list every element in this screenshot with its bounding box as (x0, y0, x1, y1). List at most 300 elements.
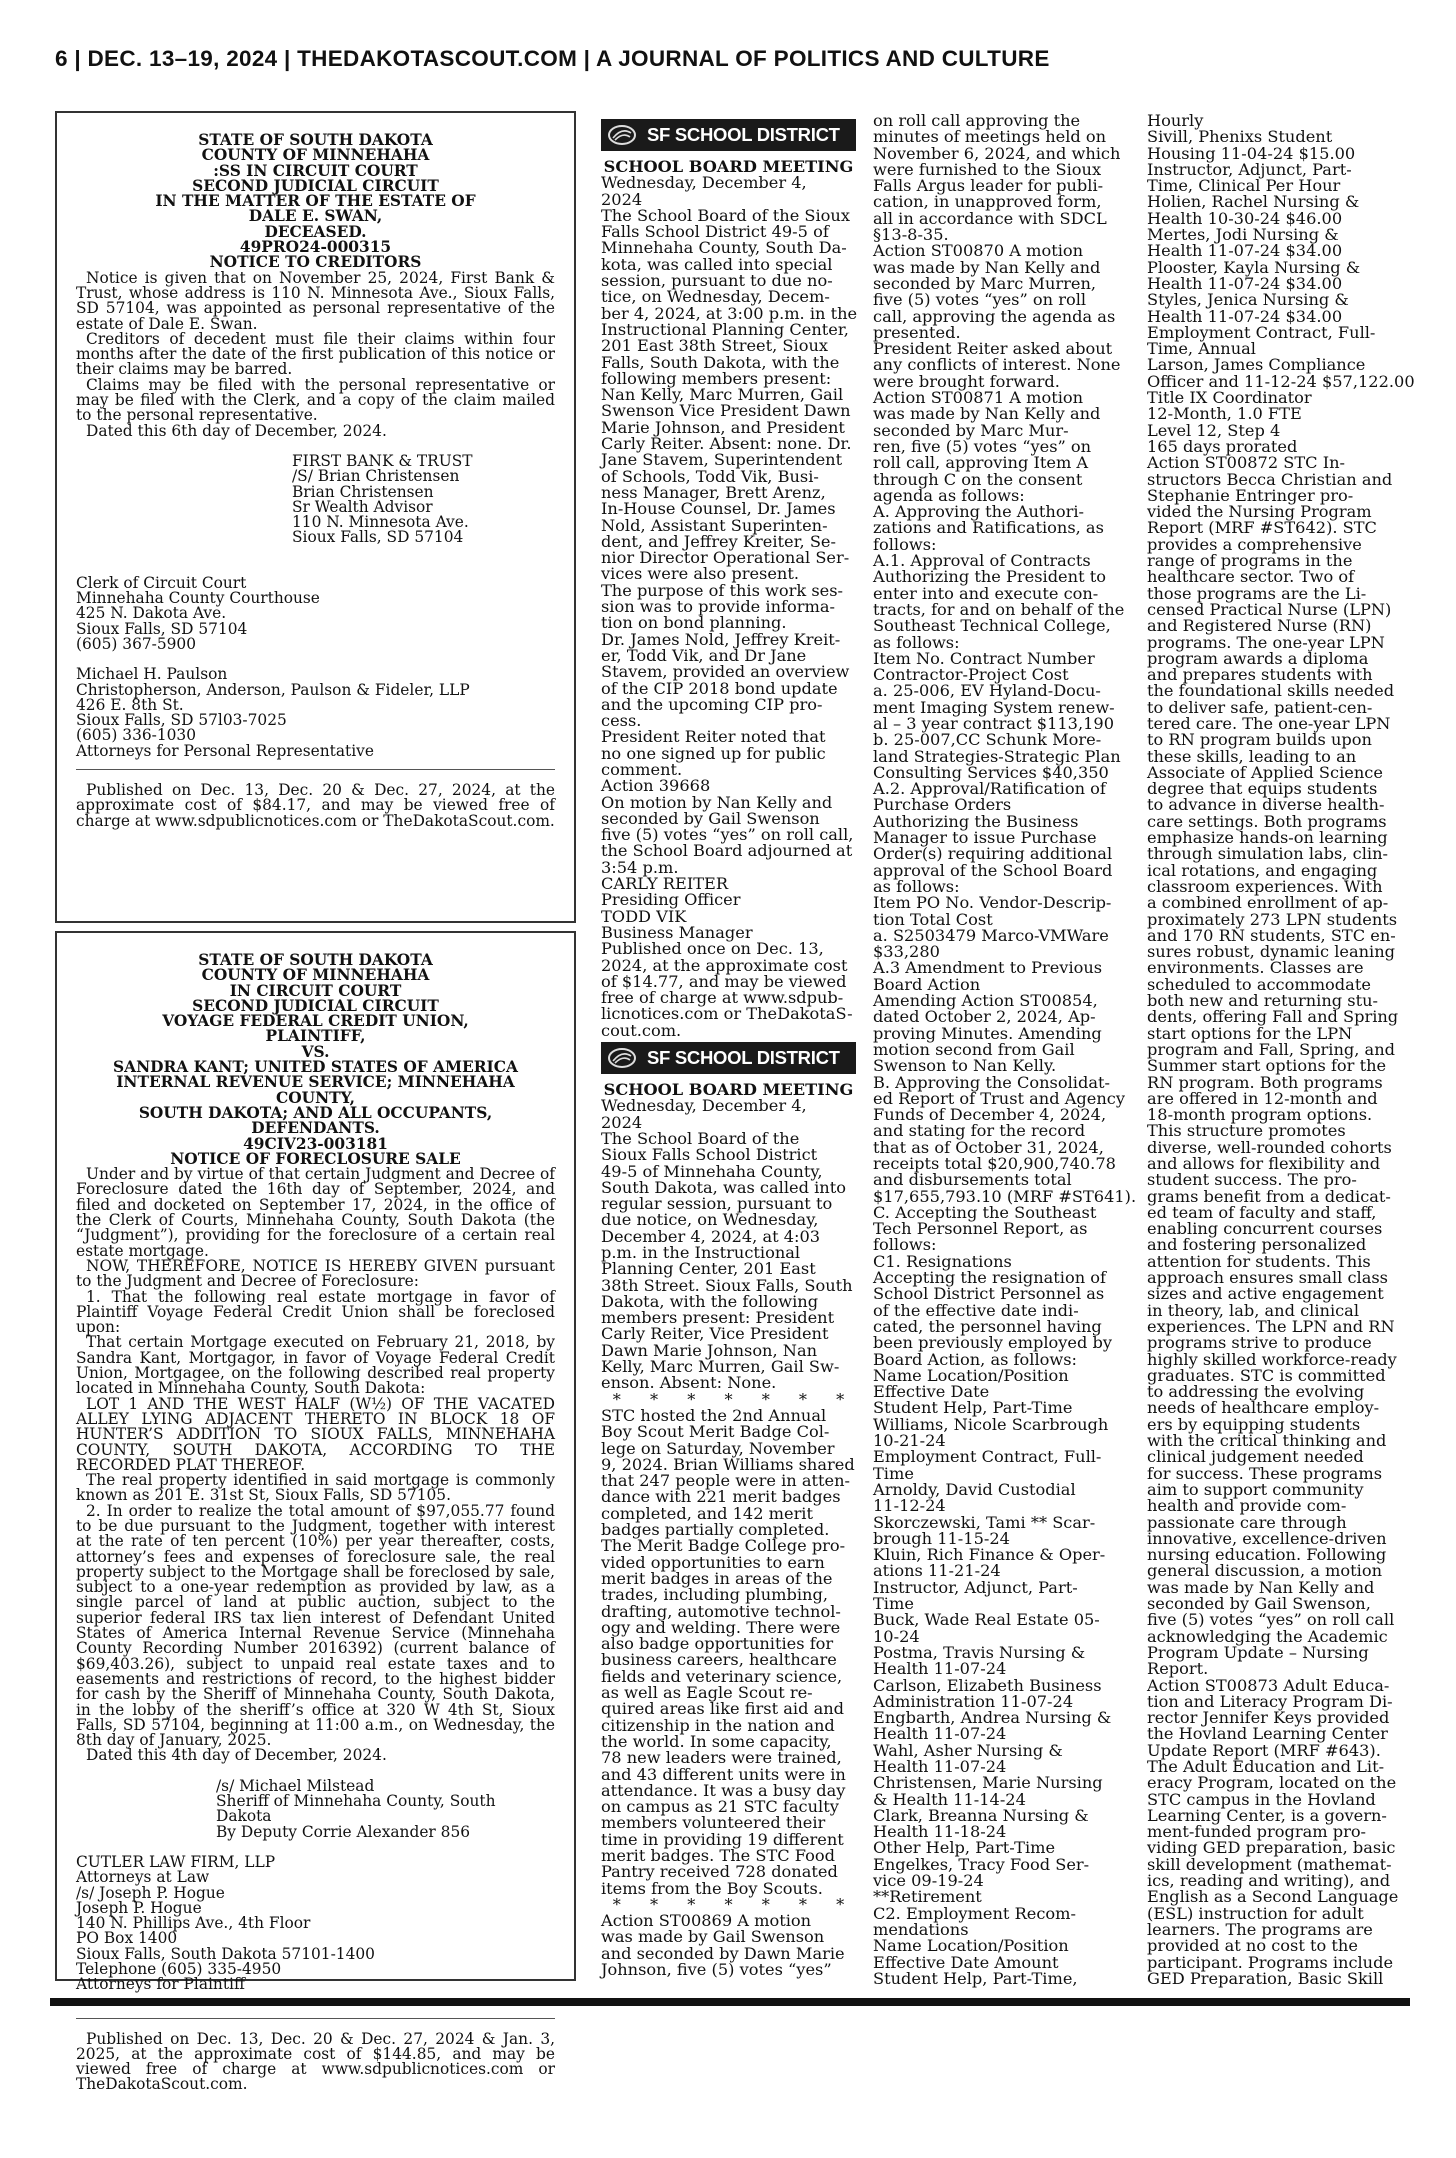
notice-paragraph: LOT 1 AND THE WEST HALF (W½) OF THE VACATED ALLEY LYING ADJACENT THERETO IN BLOCK 18 OF HUNTER’S ADDITION TO SIOUX FALLS, MINNEHAHA COUNTY, SOUTH DAKOTA, ACCORDING TO THE RECORDED PLAT THEREOF. (76, 1394, 555, 1474)
text-line: Administration 11-07-24 (873, 1691, 1074, 1711)
text-line: and 170 RN students, STC en- (1147, 925, 1396, 945)
text-line: al – 3 year contract $113,190 (873, 713, 1115, 733)
text-line: tion and Literacy Program Di- (1147, 1691, 1393, 1711)
law-firm-line: 140 N. Phillips Ave., 4th Floor (76, 1914, 311, 1933)
text-line: Minnehaha County, South Da- (601, 238, 847, 258)
bottom-rule (50, 1998, 1410, 2006)
caption-line: SANDRA KANT; UNITED STATES OF AMERICA (113, 1058, 518, 1077)
text-line: §13-8-35. (873, 225, 949, 245)
text-line: badges partially completed. (601, 1520, 830, 1540)
text-line: healthcare sector. Two of (1147, 567, 1355, 587)
text-line: attention for students. This (1147, 1251, 1371, 1271)
text-line: Christensen, Marie Nursing (873, 1773, 1103, 1793)
text-line: Jane Stavem, Superintendent (601, 450, 843, 470)
text-line: presented. (873, 322, 961, 342)
text-line: tracts, for and on behalf of the (873, 599, 1125, 619)
text-line: STC hosted the 2nd Annual (601, 1405, 827, 1425)
attorney-line: (605) 336-1030 (76, 726, 197, 745)
text-line: ed team of faculty and staff, (1147, 1202, 1377, 1222)
text-line: Stavem, provided an overview (601, 662, 850, 682)
text-line: South Dakota, was called into (601, 1177, 846, 1197)
text-line: also badge opportunities for (601, 1634, 834, 1654)
text-line: eracy Program, located on the (1147, 1773, 1397, 1793)
text-line: seconded by Gail Swenson, (1147, 1594, 1371, 1614)
text-line: Other Help, Part-Time (873, 1838, 1056, 1858)
text-line: range of programs in the (1147, 551, 1353, 571)
text-line: Item No. Contract Number (873, 648, 1095, 668)
text-line: Sioux Falls School District (601, 1145, 818, 1165)
law-firm-line: Telephone (605) 335-4950 (76, 1960, 282, 1978)
text-line: seconded by Marc Murren, (873, 273, 1097, 293)
text-line: learners. The programs are (1147, 1919, 1373, 1939)
meeting-title: SCHOOL BOARD MEETING (603, 1080, 854, 1100)
text-line: follows: (873, 1235, 937, 1255)
text-line: Contractor-Project Cost (873, 665, 1069, 685)
text-line: diverse, well-rounded cohorts (1147, 1137, 1392, 1157)
text-line: tice, on Wednesday, Decem- (601, 287, 830, 307)
notice-to-creditors (76, 133, 555, 829)
text-line: and stating for the record (873, 1121, 1086, 1141)
text-line: proving Minutes. Amending (873, 1023, 1102, 1043)
text-line: ber 4, 2024, at 3:00 p.m. in the (601, 303, 858, 323)
text-line: Health 10-30-24 $46.00 (1147, 208, 1343, 228)
text-line: following members present: (601, 368, 832, 388)
text-line: 201 East 38th Street, Sioux (601, 336, 828, 356)
text-line: Kelly, Marc Murren, Gail Sw- (601, 1357, 840, 1377)
signature-line: /S/ Brian Christensen (292, 467, 460, 486)
text-line: Update Report (MRF #643). (1147, 1740, 1381, 1760)
text-line: sion was to provide informa- (601, 597, 835, 617)
column-3 (873, 111, 1137, 1993)
text-line: motion second from Gail (873, 1039, 1075, 1059)
text-line: This structure promotes (1147, 1121, 1346, 1141)
text-line: tion on bond planning. (601, 613, 787, 633)
text-line: due notice, on Wednesday, (601, 1210, 819, 1230)
text-line: sures robust, dynamic leaning (1147, 942, 1395, 962)
caption-line: INTERNAL REVENUE SERVICE; MINNEHAHA COUNTY, (116, 1073, 515, 1107)
text-line: drafting, automotive technol- (601, 1601, 841, 1621)
signature-line: Sr Wealth Advisor (292, 497, 433, 516)
text-line: The School Board of the (601, 1128, 800, 1148)
text-line: highly skilled workforce-ready (1147, 1349, 1397, 1369)
text-line: Employment Contract, Full- (1147, 322, 1376, 342)
text-line: and disbursements total (873, 1170, 1072, 1190)
text-line: In-House Counsel, Dr. James (601, 499, 836, 519)
text-line: Health 11-07-24 (873, 1659, 1007, 1679)
text-line: 38th Street. Sioux Falls, South (601, 1275, 853, 1295)
text-line: sizes and active engagement (1147, 1284, 1384, 1304)
text-line: receipts total $20,900,740.78 (873, 1154, 1116, 1173)
text-line: merit badges. The STC Food (601, 1845, 835, 1865)
text-line: innovative, excellence-driven (1147, 1528, 1387, 1548)
text-line: attendance. It was a busy day (601, 1780, 846, 1800)
text-line: trades, including plumbing, (601, 1585, 828, 1605)
caption-line: 49PRO24-000315 (239, 238, 392, 257)
text-line: Purchase Orders (873, 795, 1012, 815)
banner-label: SF SCHOOL DISTRICT (647, 124, 840, 145)
text-line: seconded by Gail Swenson (601, 808, 820, 828)
text-line: Student Help, Part-Time, (873, 1968, 1078, 1988)
law-firm-line: Sioux Falls, South Dakota 57101-1400 (76, 1944, 375, 1963)
banner-label: SF SCHOOL DISTRICT (647, 1047, 840, 1069)
text-line: President Reiter noted that (601, 727, 826, 747)
text-line: been previously employed by (873, 1333, 1112, 1353)
text-line: Published once on Dec. 13, (601, 939, 824, 959)
text-line: to addressing the evolving (1147, 1382, 1365, 1402)
text-line: grams benefit from a dedicat- (1147, 1186, 1391, 1206)
text-line: Johnson, five (5) votes “yes” (601, 1960, 832, 1980)
text-line: minutes of meetings held on (873, 127, 1107, 147)
text-line: Wednesday, December 4, (601, 1096, 807, 1116)
text-line: time in providing 19 different (601, 1829, 844, 1849)
text-line: **Retirement (873, 1887, 982, 1907)
text-line: Instructional Planning Center, (601, 319, 849, 339)
law-firm-line: Attorneys for Plaintiff (76, 1975, 245, 1994)
text-line: to deliver safe, patient-cen- (1147, 697, 1373, 717)
text-line: participant. Programs include (1147, 1952, 1394, 1972)
section-separator: * * * * * * * (612, 1894, 845, 1914)
text-line: President Reiter asked about (873, 339, 1113, 359)
sheriff-line: Sheriff of Minnehaha County, South Dakota (216, 1792, 496, 1826)
text-line: Swenson to Nan Kelly. (873, 1056, 1057, 1076)
text-line: enson. Absent: None. (601, 1373, 777, 1393)
text-line: land Strategies-Strategic Plan (873, 746, 1121, 766)
text-line: Level 12, Step 4 (1147, 420, 1281, 440)
text-line: and 43 different units were in (601, 1764, 846, 1784)
text-line: Item PO No. Vendor-Descrip- (873, 893, 1112, 913)
text-line: five (5) votes “yes” on roll call, (601, 825, 854, 845)
text-line: enabling concurrent courses (1147, 1219, 1383, 1239)
text-line: five (5) votes “yes” on roll call (1147, 1610, 1395, 1630)
caption-line: :SS IN CIRCUIT COURT (213, 161, 418, 180)
text-line: of $14.77, and may be viewed (601, 971, 847, 991)
caption-line: VS. (301, 1042, 330, 1061)
text-line: Buck, Wade Real Estate 05- (873, 1610, 1100, 1630)
text-line: tered care. The one-year LPN (1147, 713, 1391, 733)
text-line: Action ST00871 A motion (873, 388, 1084, 408)
text-line: Engelkes, Tracy Food Ser- (873, 1854, 1090, 1874)
text-line: Carlson, Elizabeth Business (873, 1675, 1102, 1695)
text-line: fields and veterinary science, (601, 1666, 843, 1686)
law-firm-line: /s/ Joseph P. Hogue (76, 1883, 225, 1902)
sf-school-district-banner (601, 119, 856, 151)
text-line: brough 11-15-24 (873, 1528, 1010, 1548)
text-line: Sivill, Phenixs Student (1147, 127, 1333, 147)
text-line: enter into and execute con- (873, 583, 1099, 603)
text-line: Time (873, 1594, 914, 1614)
text-line: through simulation labs, clin- (1147, 844, 1388, 864)
text-line: 3:54 p.m. (601, 857, 679, 877)
text-line: business careers, healthcare (601, 1650, 837, 1670)
text-line: Authorizing the Business (873, 811, 1079, 831)
text-line: Falls School District 49-5 of (601, 222, 829, 242)
text-line: items from the Boy Scouts. (601, 1878, 823, 1898)
text-line: and prepares students with (1147, 665, 1373, 685)
text-line: citizenship in the nation and (601, 1715, 835, 1735)
clerk-line: 425 N. Dakota Ave. (76, 604, 227, 623)
text-line: these skills, leading to an (1147, 746, 1357, 766)
text-line: nior Director Operational Ser- (601, 548, 850, 568)
text-line: provided at no cost to the (1147, 1936, 1358, 1956)
text-line: Skorczewski, Tami ** Scar- (873, 1512, 1096, 1532)
text-line: vided opportunities to earn (601, 1552, 825, 1572)
text-line: needs of healthcare employ- (1147, 1398, 1380, 1418)
text-line: November 6, 2024, and which (873, 143, 1121, 163)
text-line: Clark, Breanna Nursing & (873, 1805, 1089, 1825)
text-line: vices were also present. (601, 564, 799, 584)
text-line: 165 days prorated (1147, 436, 1298, 456)
text-line: through C on the consent (873, 469, 1083, 489)
attorney-line: Sioux Falls, SD 57l03-7025 (76, 711, 287, 730)
text-line: Styles, Jenica Nursing & (1147, 290, 1349, 310)
text-line: on roll call approving the (873, 111, 1081, 130)
text-line: Engbarth, Andrea Nursing & (873, 1708, 1112, 1728)
text-line: er, Todd Vik, and Dr Jane (601, 645, 807, 665)
text-line: skill development (mathemat- (1147, 1854, 1392, 1874)
caption-line: VOYAGE FEDERAL CREDIT UNION, (162, 1012, 469, 1031)
text-line: Health 11-07-24 $34.00 (1147, 241, 1343, 261)
text-line: The purpose of this work ses- (601, 580, 844, 600)
text-line: 18-month program options. (1147, 1105, 1373, 1125)
text-line: with the critical thinking and (1147, 1431, 1387, 1451)
text-line: graduates. STC is committed (1147, 1365, 1386, 1385)
sheriff-line: By Deputy Corrie Alexander 856 (216, 1822, 471, 1841)
text-line: Instructor, Adjunct, Part- (873, 1577, 1078, 1597)
text-line: 12-Month, 1.0 FTE (1147, 404, 1302, 424)
publication-note: Published on Dec. 13, Dec. 20 & Dec. 27, 2024 & Jan. 3, 2025, at the approximate cost of $144.85, and may be viewed free of charge at www.sdpublicnotices.com or TheDakotaScout.com. (76, 2018, 555, 2093)
text-line: experiences. The LPN and RN (1147, 1316, 1395, 1336)
sf-school-district-banner (601, 1042, 856, 1074)
text-line: as follows: (873, 632, 960, 652)
text-line: Nold, Assistant Superinten- (601, 515, 828, 535)
text-line: dents, offering Fall and Spring (1147, 1007, 1399, 1027)
text-line: Swenson Vice President Dawn (601, 401, 851, 421)
text-line: A.3 Amendment to Previous (873, 958, 1103, 978)
notice-to-creditors-box (55, 111, 576, 923)
text-line: free of charge at www.sdpub- (601, 988, 844, 1008)
text-line: any conflicts of interest. None (873, 355, 1121, 375)
text-line: A.2. Approval/Ratification of (873, 779, 1106, 799)
text-line: were brought forward. (873, 371, 1060, 391)
page-header: 6 | DEC. 13–19, 2024 | THEDAKOTASCOUT.COM | A JOURNAL OF POLITICS AND CULTURE (55, 46, 1050, 71)
text-line: Action ST00873 Adult Educa- (1147, 1675, 1390, 1695)
caption-line: SECOND JUDICIAL CIRCUIT (192, 996, 439, 1015)
text-line: the world. In some capacity, (601, 1731, 832, 1751)
text-line: Williams, Nicole Scarbrough (873, 1414, 1109, 1434)
text-line: both new and returning stu- (1147, 991, 1379, 1011)
text-line: and seconded by Dawn Marie (601, 1943, 845, 1963)
attorney-line: Christopherson, Anderson, Paulson & Fideler, LLP (76, 680, 470, 699)
law-firm-line: PO Box 1400 (76, 1929, 178, 1948)
text-line: A. Approving the Authori- (873, 502, 1084, 522)
text-line: Postma, Travis Nursing & (873, 1642, 1086, 1662)
text-line: The Merit Badge College pro- (601, 1536, 846, 1556)
text-line: 2024, at the approximate cost (601, 955, 848, 975)
text-line: vided the Nursing Program (1147, 502, 1372, 522)
text-line: Pantry received 728 donated (601, 1862, 838, 1882)
text-line: Title IX Coordinator (1147, 388, 1312, 408)
text-line: approach ensures small class (1147, 1268, 1388, 1288)
text-line: Presiding Officer (601, 890, 741, 910)
text-line: English as a Second Language (1147, 1887, 1399, 1907)
text-line: School District Personnel as (873, 1284, 1105, 1304)
text-line: was made by Gail Swenson (601, 1927, 825, 1947)
text-line: Name Location/Position (873, 1936, 1069, 1956)
text-line: health and provide com- (1147, 1496, 1347, 1516)
text-line: 11-12-24 (873, 1496, 946, 1516)
text-line: the School Board adjourned at (601, 841, 853, 861)
text-line: RN program. Both programs (1147, 1072, 1383, 1092)
signature-line: FIRST BANK & TRUST (292, 451, 473, 470)
text-line: programs strive to produce (1147, 1333, 1372, 1353)
text-line: Board Action (873, 974, 981, 994)
notice-of-foreclosure (76, 953, 555, 2093)
caption-line: COUNTY OF MINNEHAHA (201, 966, 430, 985)
text-line: Carly Reiter. Absent: none. Dr. (601, 434, 852, 454)
notice-paragraph: The real property identified in said mortgage is commonly known as 201 E. 31st St, Sioux Falls, SD 57105. (76, 1471, 555, 1505)
text-line: Action 39668 (601, 776, 711, 796)
text-line: provides a comprehensive (1147, 534, 1362, 554)
text-line: 78 new leaders were trained, (601, 1748, 842, 1768)
text-line: Accepting the resignation of (873, 1268, 1107, 1288)
text-line: STC campus in the Hovland (1147, 1789, 1376, 1809)
text-line: Health 11-07-24 (873, 1724, 1007, 1744)
text-line: of the CIP 2018 bond update (601, 678, 838, 698)
notice-paragraph: That certain Mortgage executed on February 21, 2018, by Sandra Kant, Mortgagor, in favor of Voyage Federal Credit Union, Mortgagee, on the following described real property located in Minnehaha County, South Dakota: (76, 1333, 555, 1398)
text-line: aim to support community (1147, 1479, 1364, 1499)
text-line: Time, Annual (1147, 339, 1256, 359)
text-line: viding GED preparation, basic (1147, 1838, 1396, 1858)
notice-paragraph: Dated this 4th day of December, 2024. (86, 1746, 387, 1765)
caption-line: IN CIRCUIT COURT (229, 981, 402, 1000)
text-line: licnotices.com or TheDakotaS- (601, 1004, 853, 1024)
text-line: follows: (873, 534, 937, 554)
text-line: Funds of December 4, 2024, (873, 1105, 1107, 1125)
text-line: lege on Saturday, November (601, 1438, 835, 1458)
text-line: Manager to issue Purchase (873, 828, 1097, 848)
text-line: Learning Center, is a govern- (1147, 1805, 1387, 1825)
text-line: of the effective date indi- (873, 1300, 1079, 1320)
text-line: classroom experiences. With (1147, 876, 1383, 896)
notice-paragraph: Dated this 6th day of December, 2024. (86, 421, 387, 440)
text-line: passionate care through (1147, 1512, 1347, 1532)
caption-line: NOTICE TO CREDITORS (209, 253, 422, 272)
text-line: Health 11-07-24 $34.00 (1147, 273, 1343, 293)
caption-line: PLAINTIFF, (265, 1027, 366, 1046)
text-line: ment Imaging System renew- (873, 697, 1115, 717)
caption-line: NOTICE OF FORECLOSURE SALE (170, 1149, 461, 1168)
text-line: Employment Contract, Full- (873, 1447, 1102, 1467)
text-line: no one signed up for public (601, 743, 826, 763)
caption-line: COUNTY OF MINNEHAHA (201, 146, 430, 165)
text-line: roll call, approving Item A (873, 453, 1089, 473)
text-line: agenda as follows: (873, 485, 1025, 505)
district-logo-icon (607, 124, 637, 146)
text-line: ers by equipping students (1147, 1414, 1361, 1434)
text-line: ics, reading and writing), and (1147, 1871, 1391, 1891)
text-line: A.1. Approval of Contracts (873, 551, 1091, 571)
text-line: care settings. Both programs (1147, 811, 1387, 831)
text-line: C1. Resignations (873, 1251, 1012, 1271)
caption-line: DALE E. SWAN, (248, 207, 383, 226)
text-line: Wahl, Asher Nursing & (873, 1740, 1063, 1760)
text-line: Student Help, Part-Time (873, 1398, 1073, 1418)
text-line: to RN program builds upon (1147, 730, 1372, 750)
text-line: Board Action, as follows: (873, 1349, 1077, 1369)
text-line: cated, the personnel having (873, 1316, 1102, 1336)
text-line: Action ST00870 A motion (873, 241, 1084, 261)
text-line: those programs are the Li- (1147, 583, 1367, 603)
text-line: Summer start options for the (1147, 1056, 1387, 1076)
caption-line: IN THE MATTER OF THE ESTATE OF (155, 192, 476, 211)
text-line: and allows for flexibility and (1147, 1154, 1381, 1173)
text-line: Kluin, Rich Finance & Oper- (873, 1545, 1106, 1565)
text-line: ed Report of Trust and Agency (873, 1088, 1126, 1108)
text-line: dated October 2, 2024, Ap- (873, 1007, 1096, 1027)
meeting-title: SCHOOL BOARD MEETING (603, 157, 854, 176)
text-line: Report (MRF #ST642). STC (1147, 518, 1377, 538)
notice-paragraph: Notice is given that on November 25, 2024, First Bank & Trust, whose address is 110 N. Minnesota Ave., Sioux Falls, SD 57104, was appointed as personal representative of the estate of Dale E. Swan. (76, 268, 555, 333)
text-line: Health 11-18-24 (873, 1822, 1007, 1842)
text-line: and the upcoming CIP pro- (601, 694, 823, 714)
text-line: Nan Kelly, Marc Murren, Gail (601, 385, 844, 405)
text-line: Boy Scout Merit Badge Col- (601, 1422, 830, 1442)
text-line: to advance in diverse health- (1147, 795, 1385, 815)
text-line: Program Update – Nursing (1147, 1642, 1369, 1662)
text-line: are offered in 12-month and (1147, 1088, 1378, 1108)
section-separator: * * * * * * * (612, 1389, 845, 1409)
text-line: Falls, South Dakota, with the (601, 352, 840, 372)
text-line: mendations (873, 1919, 969, 1939)
text-line: program and Fall, Spring, and (1147, 1039, 1395, 1059)
sheriff-line: /s/ Michael Milstead (216, 1776, 375, 1795)
text-line: The Adult Education and Lit- (1147, 1756, 1385, 1776)
attorney-line: Michael H. Paulson (76, 665, 228, 684)
text-line: Report. (1147, 1659, 1209, 1679)
text-line: Associate of Applied Science (1147, 762, 1383, 782)
text-line: 10-21-24 (873, 1431, 946, 1451)
text-line: zations and Ratifications, as (873, 518, 1104, 538)
text-line: dance with 221 merit badges (601, 1487, 841, 1507)
text-line: 2024 (601, 1112, 643, 1132)
text-line: Larson, James Compliance (1147, 355, 1366, 375)
text-line: for success. These programs (1147, 1463, 1383, 1483)
text-line: Hourly (1147, 111, 1204, 130)
text-line: Mertes, Jodi Nursing & (1147, 225, 1339, 245)
text-line: degree that equips students (1147, 779, 1378, 799)
text-line: Dr. James Nold, Jeffrey Kreit- (601, 629, 841, 649)
text-line: Action ST00869 A motion (601, 1911, 812, 1931)
text-line: Consulting Services $40,350 (873, 762, 1109, 782)
text-line: Southeast Technical College, (873, 616, 1111, 636)
text-line: of Schools, Todd Vik, Busi- (601, 466, 819, 486)
text-line: Name Location/Position (873, 1365, 1069, 1385)
attorney-line: 426 E. 8th St. (76, 695, 184, 714)
text-line: ical rotations, and engaging (1147, 860, 1378, 880)
text-line: December 4, 2024, at 4:03 (601, 1226, 821, 1246)
signature-line: 110 N. Minnesota Ave. (292, 513, 469, 532)
text-line: regular session, pursuant to (601, 1194, 833, 1214)
text-line: scheduled to accommodate (1147, 974, 1371, 994)
signature-line: Sioux Falls, SD 57104 (292, 528, 464, 547)
text-line: Wednesday, December 4, (601, 173, 807, 193)
text-line: Falls Argus leader for publi- (873, 176, 1104, 196)
text-line: $17,655,793.10 (MRF #ST641). (873, 1186, 1137, 1206)
text-line: program awards a diploma (1147, 648, 1369, 668)
text-line: members present: President (601, 1308, 835, 1328)
law-firm-line: Attorneys at Law (76, 1868, 210, 1887)
text-line: B. Approving the Consolidat- (873, 1072, 1110, 1092)
